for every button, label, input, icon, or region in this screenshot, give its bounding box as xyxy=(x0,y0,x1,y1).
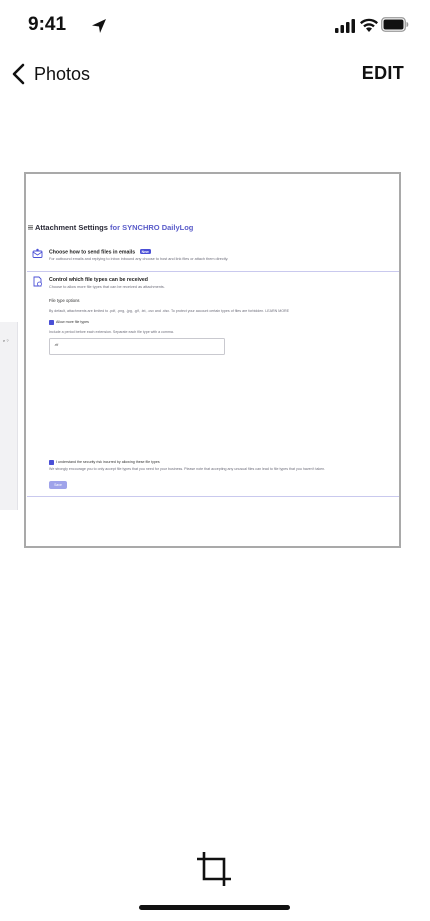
chevron-left-icon xyxy=(10,62,28,86)
side-strip-text: e ? xyxy=(3,338,9,343)
confirm-risk-checkbox[interactable] xyxy=(49,460,54,465)
edit-button[interactable]: EDIT xyxy=(361,63,404,83)
back-button[interactable] xyxy=(10,58,90,90)
photo-title-main: Attachment Settings xyxy=(35,223,108,232)
confirm-risk-desc: We strongly encourage you to only accept file types that you need for your business. Please note that accepting any unusual files can lead to file types that you haven't taken. xyxy=(49,467,326,471)
section2-title: Control which file types can be received xyxy=(49,277,148,283)
home-indicator[interactable] xyxy=(139,905,290,910)
file-type-options-body: By default, attachments are limited to .pdf, .png, .jpg, .gif, .txt, .csv and .xlsx. To protect your account certain types of files are forbidden. LEARN MORE xyxy=(49,309,290,313)
photo-page-title xyxy=(35,223,193,232)
file-type-options-heading: File type options xyxy=(49,298,80,303)
section1-title-text: Choose how to send files in emails xyxy=(49,249,136,256)
crop-icon[interactable] xyxy=(194,849,234,889)
section1-desc: For outbound emails and replying to inbox inbound any choose to host and link files or attach them directly. xyxy=(49,257,229,261)
divider xyxy=(27,271,399,272)
envelope-icon xyxy=(32,248,43,259)
extensions-textarea[interactable] xyxy=(49,338,225,355)
confirm-risk-label: I understand the security risk incurred by allowing these file types xyxy=(56,460,160,464)
status-time: 9:41 xyxy=(28,14,67,35)
section2-desc: Choose to allow more file types that can be received as attachments. xyxy=(49,285,165,289)
divider xyxy=(27,496,399,497)
new-badge: New xyxy=(141,249,149,254)
allow-more-label: Allow more file types xyxy=(56,320,89,324)
extension-hint: Include a period before each extension. Separate each file type with a comma. xyxy=(49,330,174,334)
textarea-value: .rtf xyxy=(54,343,59,347)
side-panel-fragment xyxy=(0,322,18,510)
allow-more-checkbox[interactable] xyxy=(49,320,54,325)
status-bar xyxy=(0,0,430,50)
wifi-icon xyxy=(359,17,379,33)
save-button[interactable]: Save xyxy=(49,481,67,489)
location-arrow-icon xyxy=(91,18,107,34)
back-label: Photos xyxy=(34,63,91,84)
photo-content xyxy=(27,176,399,546)
section1-title xyxy=(49,249,151,256)
menu-icon xyxy=(28,225,33,230)
battery-icon xyxy=(381,17,409,32)
file-settings-icon xyxy=(32,276,43,287)
cellular-signal-icon xyxy=(335,19,355,33)
navigation-bar xyxy=(0,52,430,96)
photo-title-for: for SYNCHRO DailyLog xyxy=(110,223,194,232)
